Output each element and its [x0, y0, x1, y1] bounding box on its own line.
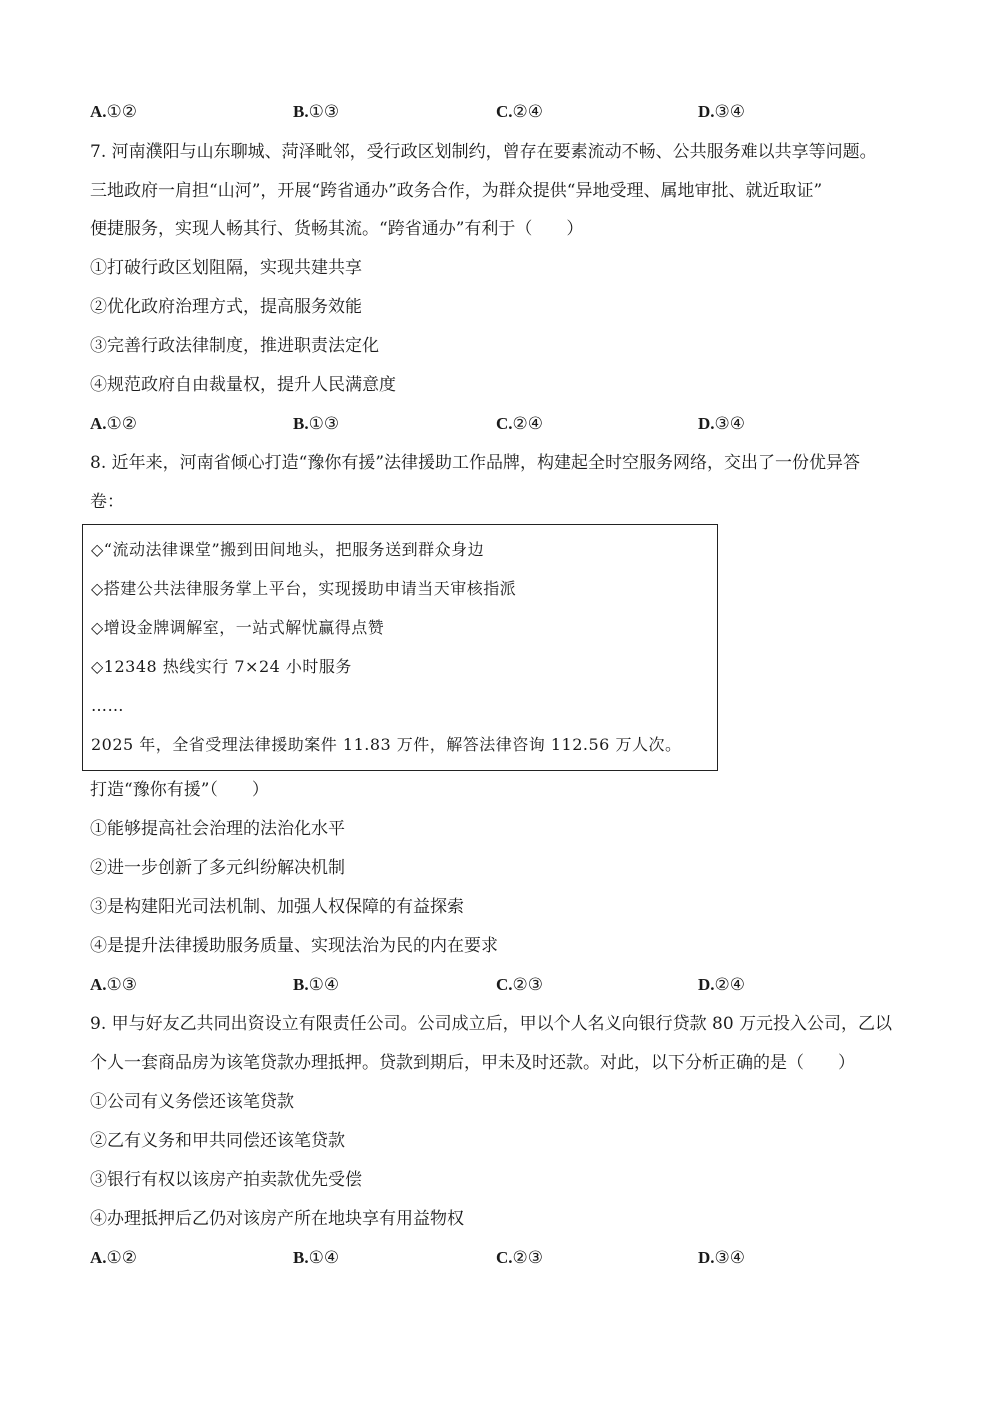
q6-option-a[interactable]: A.①②	[90, 102, 138, 122]
q9-option-b[interactable]: B.①④	[293, 1248, 340, 1268]
q8-stem-line-1: 8. 近年来，河南省倾心打造“豫你有援”法律援助工作品牌，构建起全时空服务网络，交出了一份优异答	[90, 453, 861, 473]
q7-item-2: ②优化政府治理方式，提高服务效能	[90, 297, 362, 317]
q6-option-c[interactable]: C.②④	[496, 102, 544, 122]
q9-item-3: ③银行有权以该房产拍卖款优先受偿	[90, 1170, 362, 1190]
q6-option-b[interactable]: B.①③	[293, 102, 340, 122]
q9-item-2: ②乙有义务和甲共同偿还该笔贷款	[90, 1131, 345, 1151]
q8-item-1: ①能够提高社会治理的法治化水平	[90, 819, 345, 839]
q8-item-4: ④是提升法律援助服务质量、实现法治为民的内在要求	[90, 936, 498, 956]
q9-option-c[interactable]: C.②③	[496, 1248, 544, 1268]
q9-option-a[interactable]: A.①②	[90, 1248, 138, 1268]
q7-stem-line-1: 7. 河南濮阳与山东聊城、菏泽毗邻，受行政区划制约，曾存在要素流动不畅、公共服务难以共享等问题。	[90, 142, 877, 162]
q7-item-3: ③完善行政法律制度，推进职责法定化	[90, 336, 379, 356]
q8-box-line-5: ……	[91, 696, 124, 715]
q6-option-d[interactable]: D.③④	[698, 102, 746, 122]
q9-stem-line-2: 个人一套商品房为该笔贷款办理抵押。贷款到期后，甲未及时还款。对此，以下分析正确的是（ ）	[90, 1053, 855, 1073]
q7-item-4: ④规范政府自由裁量权，提升人民满意度	[90, 375, 396, 395]
q7-item-1: ①打破行政区划阻隔，实现共建共享	[90, 258, 362, 278]
q8-stem-line-2: 卷：	[90, 492, 124, 512]
q7-stem-line-2: 三地政府一肩担“山河”，开展“跨省通办”政务合作，为群众提供“异地受理、属地审批、就近取证”	[90, 181, 823, 201]
q8-material-box	[82, 524, 718, 771]
q8-option-d[interactable]: D.②④	[698, 975, 746, 995]
q9-option-d[interactable]: D.③④	[698, 1248, 746, 1268]
q8-box-line-2: ◇搭建公共法律服务掌上平台，实现援助申请当天审核指派	[91, 579, 517, 598]
q6-options	[90, 101, 910, 123]
q7-stem-line-3: 便捷服务，实现人畅其行、货畅其流。“跨省通办”有利于（ ）	[90, 219, 584, 239]
q7-option-c[interactable]: C.②④	[496, 414, 544, 434]
q8-box-line-6: 2025 年，全省受理法律援助案件 11.83 万件，解答法律咨询 112.56 万人次。	[91, 735, 682, 754]
q7-options	[90, 413, 910, 435]
q8-options	[90, 974, 910, 996]
q9-item-1: ①公司有义务偿还该笔贷款	[90, 1092, 294, 1112]
q7-option-a[interactable]: A.①②	[90, 414, 138, 434]
q8-option-c[interactable]: C.②③	[496, 975, 544, 995]
q9-stem-line-1: 9. 甲与好友乙共同出资设立有限责任公司。公司成立后，甲以个人名义向银行贷款 80 万元投入公司，乙以	[90, 1014, 893, 1034]
q9-options	[90, 1247, 910, 1269]
q8-option-b[interactable]: B.①④	[293, 975, 340, 995]
q8-box-line-1: ◇“流动法律课堂”搬到田间地头，把服务送到群众身边	[91, 540, 485, 559]
q7-option-d[interactable]: D.③④	[698, 414, 746, 434]
q8-item-3: ③是构建阳光司法机制、加强人权保障的有益探索	[90, 897, 464, 917]
q7-option-b[interactable]: B.①③	[293, 414, 340, 434]
q8-option-a[interactable]: A.①③	[90, 975, 138, 995]
q8-box-line-3: ◇增设金牌调解室，一站式解忧赢得点赞	[91, 618, 385, 637]
q9-item-4: ④办理抵押后乙仍对该房产所在地块享有用益物权	[90, 1209, 464, 1229]
q8-item-2: ②进一步创新了多元纠纷解决机制	[90, 858, 345, 878]
q8-question: 打造“豫你有援”（ ）	[90, 780, 269, 800]
q8-box-line-4: ◇12348 热线实行 7×24 小时服务	[91, 657, 352, 676]
